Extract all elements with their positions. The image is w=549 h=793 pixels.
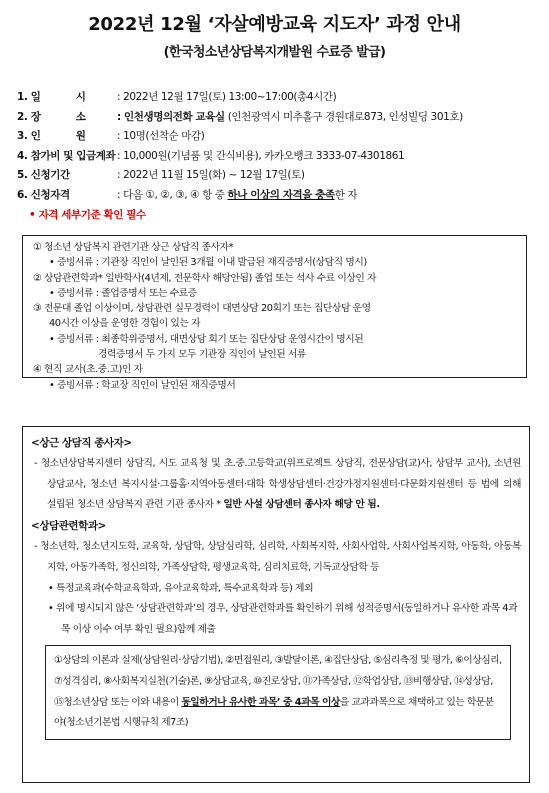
qualification-line: ① 청소년 상담복지 관련기관 상근 상담직 종사자* (33, 242, 234, 253)
qualification-line: ③ 전문대 졸업 이상이며, 상담관련 실무경력이 대면상담 20회기 또는 집단상담 운영 (33, 303, 371, 315)
page-subtitle: (한국청소년상담복지개발원 수료증 발급) (163, 45, 386, 60)
info-row-place: 2. 장 소 : 인천생명의전화 교육실 (인천광역시 미추홀구 경원대로873, 인성빌딩 301호) (17, 110, 463, 123)
info-row-date: 1. 일 시 : 2022년 12월 17일(토) 13:00~17:00(총4시간) (17, 91, 337, 103)
info-place-name: : 인천생명의전화 교육실 (117, 110, 225, 123)
qualification-line: • 증빙서류 : 학교장 직인이 날인된 재직증명서 (49, 379, 236, 391)
info-row-fee: 4. 참가비 및 입금계좌 : 10,000원(기념품 및 간식비용), 카카오뱅크 3333-07-4301861 (17, 149, 405, 162)
qualification-box (22, 235, 527, 391)
qualification-line: 경력증명서 두 가지 모두 기관장 직인이 날인된 서류 (98, 349, 306, 361)
qualification-line: • 증빙서류 : 최종학위증명서, 대면상담 회기 또는 집단상담 운영시간이 명시된 (49, 333, 364, 345)
info-capacity-value: : 10명(선착순 마감) (117, 130, 205, 143)
course-info-list (17, 88, 537, 225)
majors-transcript-note: • 위에 명시되지 않은 ‘상담관련학과’의 경우, 상담관련학과를 확인하기 위해 성적증명서(동일하거나 유사한 과목 4과목 이상 이수 여부 확인 필요)함께 제출 (48, 603, 518, 636)
info-date-value: : 2022년 12월 17일(토) 13:00~17:00(총4시간) (117, 91, 337, 103)
qualification-line: • 증빙서류 : 졸업증명서 또는 수료증 (49, 287, 197, 299)
staff-exclusion: 일반 사설 상담센터 종사자 해당 안 됨. (223, 499, 380, 511)
notes-box (22, 426, 530, 783)
subjects-emphasis: 동일하거나 유사한 과목’ 중 4과목 이상 (181, 696, 340, 708)
eligibility-emphasis: 하나 이상의 자격을 충족 (227, 188, 335, 201)
info-fee-value: : 10,000원(기념품 및 간식비용), 카카오뱅크 3333-07-4301861 (117, 149, 405, 162)
eligibility-warning: • 자격 세부기준 확인 필수 (29, 208, 146, 221)
qualification-line: ② 상담관련학과* 일반학사(4년제, 전문학사 해당안됨) 졸업 또는 석사 수료 이상인 자 (33, 272, 377, 284)
qualification-line: ④ 현직 교사(초.중.고)인 자 (33, 364, 143, 376)
info-row-period: 5. 신청기간 : 2022년 11월 15일(화) ~ 12월 17일(토) (17, 169, 305, 182)
section-title-majors: <상담관련학과> (31, 520, 106, 533)
info-row-eligibility: 6. 신청자격 : 다음 ①, ②, ③, ④ 항 중 하나 이상의 자격을 충족한 자 (17, 188, 358, 201)
page-title: 2022년 12월 ‘자살예방교육 지도자’ 과정 안내 (88, 14, 461, 35)
section-title-staff: <상근 상담직 종사자> (31, 437, 132, 449)
majors-description: - 청소년학, 청소년지도학, 교육학, 상담학, 상담심리학, 심리학, 사회복지학, 사회사업학, 사회사업복지학, 아동학, 아동복지학, 아동가족학, 정신의학, 가족상담학, 평생교육학, 심리치료학, 기독교상담학 등 (34, 540, 521, 573)
qualification-line: • 증빙서류 : 기관장 직인이 날인된 3개월 이내 발급된 재직증명서(상담직 명시) (49, 257, 367, 269)
related-subjects-box: ①상담의 이론과 실제(상담원리·상담기법), ②면접원리, ③발달이론, ④집단상담, ⑤심리측정 및 평가, ⑥이상심리, ⑦성격심리, ⑧사회복지실천(기술)론, ⑨상담교육, ⑩진로상담, ⑪가족상담, ⑫학업상담, ⑬비행상담, ⑭성상담, ⑮청소년상담 또는 이와 내용이 동일하거나 유사한 과목’ 중 4과목 이상을 교과과목으로 채택하고 있는 학문분야(청소년기본법 시행규칙 제7조) (45, 645, 511, 740)
majors-exclusion: • 특정교육과(수학교육학과, 유아교육학과, 특수교육학과 등) 제외 (48, 582, 314, 594)
info-period-value: : 2022년 11월 15일(화) ~ 12월 17일(토) (117, 169, 305, 182)
info-row-capacity: 3. 인 원 : 10명(선착순 마감) (17, 130, 205, 143)
info-place-address: (인천광역시 미추홀구 경원대로873, 인성빌딩 301호) (224, 110, 463, 123)
qualification-line: 40시간 이상을 운영한 경험이 있는 자 (49, 318, 201, 330)
staff-description: - 청소년상담복지센터 상담직, 시도 교육청 및 초.중.고등학교(위프로젝트 상담직, 전문상담(교)사, 상담부 교사), 소년원 상담교사, 청소년 복지시설·그룹홈·지역아동센터·대학 학생상담센터·건강가정지원센터·다문화지원센터 등 법에 의해 설립된 청소년 상담복지 관련 기관 종사자 * 일반 사설 상담센터 종사자 해당 안 됨. (34, 457, 521, 511)
